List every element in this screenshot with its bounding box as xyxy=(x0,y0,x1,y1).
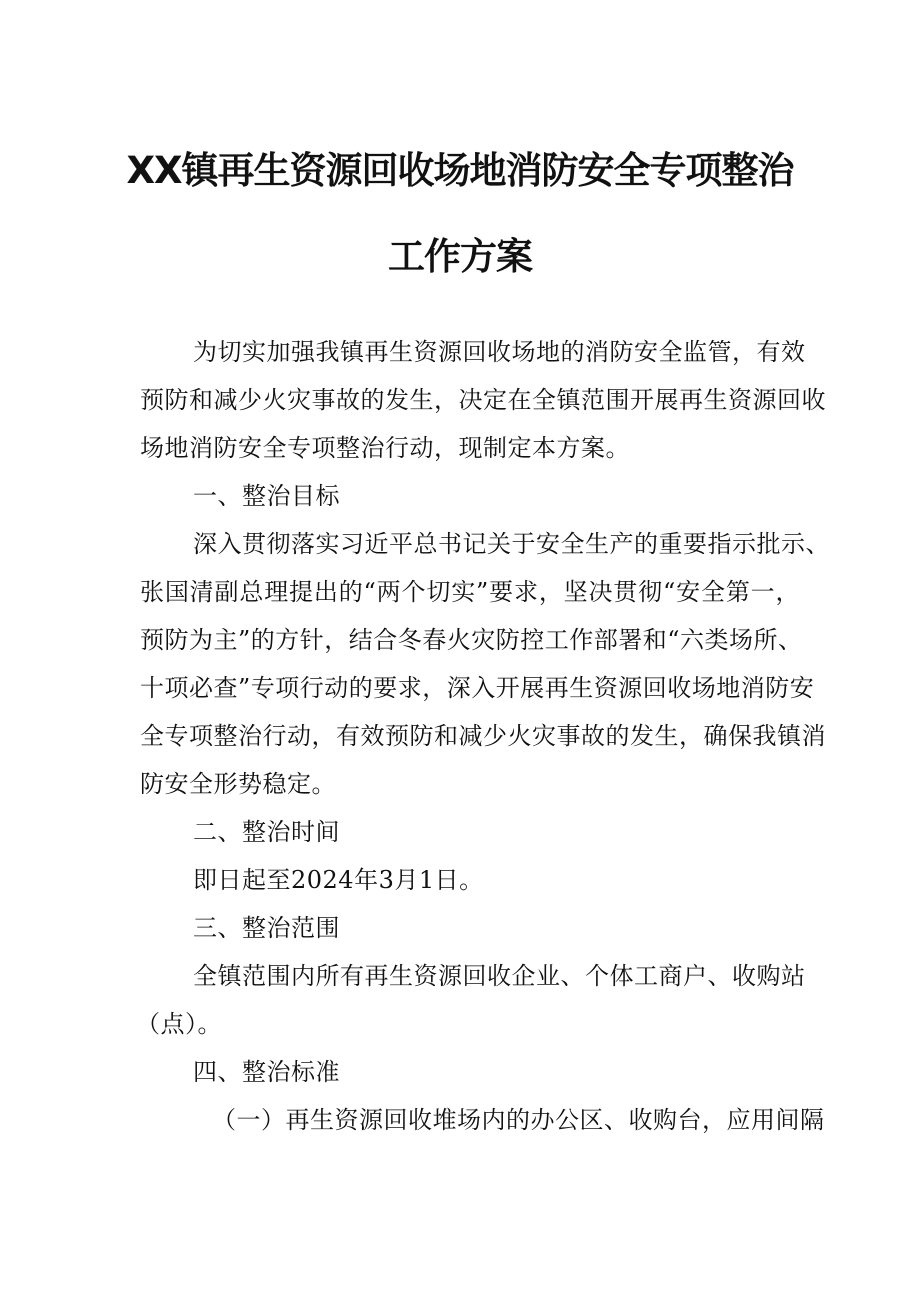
document-title-line-2: 工作方案 xyxy=(388,235,532,278)
paragraph-line: 场地消防安全专项整治行动，现制定本方案。 xyxy=(140,434,630,462)
paragraph-line: 全镇范围内所有再生资源回收企业、个体工商户、收购站 xyxy=(193,962,806,990)
paragraph-line: 十项必查”专项行动的要求，深入开展再生资源回收场地消防安 xyxy=(140,674,815,702)
paragraph-line: 防安全形势稳定。 xyxy=(140,770,336,798)
section-heading-standard: 四、整治标准 xyxy=(193,1058,340,1086)
paragraph-line: 全专项整治行动，有效预防和减少火灾事故的发生，确保我镇消 xyxy=(140,722,826,750)
section-heading-time: 二、整治时间 xyxy=(193,818,340,846)
section-heading-scope: 三、整治范围 xyxy=(193,914,340,942)
paragraph-line: 预防为主”的方针，结合冬春火灾防控工作部署和“六类场所、 xyxy=(140,626,803,654)
paragraph-line: （点）。 xyxy=(136,1010,222,1038)
paragraph-line: 为切实加强我镇再生资源回收场地的消防安全监管，有效 xyxy=(193,338,806,366)
paragraph-line: 张国清副总理提出的“两个切实”要求，坚决贯彻“安全第一， xyxy=(140,578,800,606)
section-heading-goal: 一、整治目标 xyxy=(193,482,340,510)
paragraph-line: （一）再生资源回收堆场内的办公区、收购台，应用间隔 xyxy=(212,1106,825,1134)
paragraph-line: 即日起至2024年3月1日。 xyxy=(193,866,484,894)
paragraph-line: 深入贯彻落实习近平总书记关于安全生产的重要指示批示、 xyxy=(193,530,830,558)
document-title-line-1: XX镇再生资源回收场地消防安全专项整治 xyxy=(126,149,794,192)
paragraph-line: 预防和减少火灾事故的发生，决定在全镇范围开展再生资源回收 xyxy=(140,386,826,414)
